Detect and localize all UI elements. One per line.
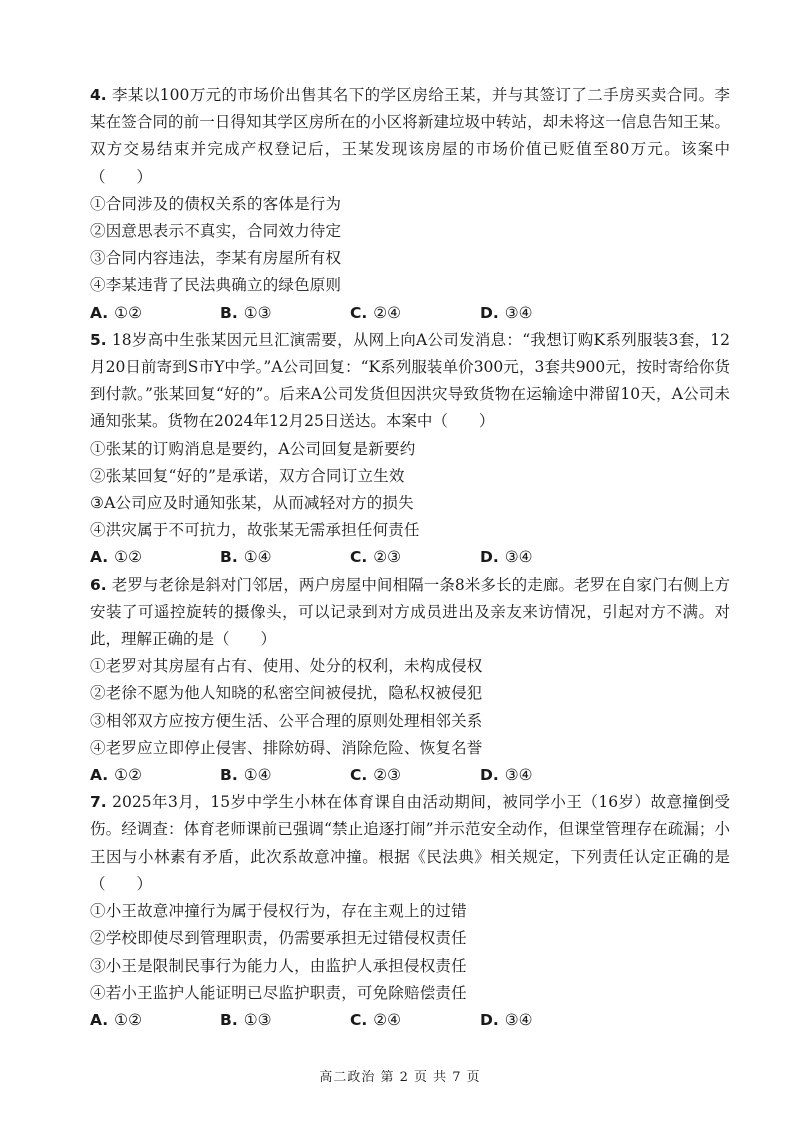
page-footer: 高二政治 第 2 页 共 7 页 (319, 1070, 481, 1085)
answer-choice[interactable] (480, 1007, 610, 1034)
statement-option: ③合同内容违法，李某有房屋所有权 (90, 249, 342, 268)
choice-label: C. (350, 1010, 368, 1029)
choice-label: C. (350, 548, 368, 567)
question-text: 李某以100万元的市场价出售其名下的学区房给王某，并与其签订了二手房买卖合同。李某在签合同的前一日得知其学区房所在的小区将新建垃圾中转站，却未将这一信息告知王某。双方交易结束并完成产权登记后，王某发现该房屋的市场价值已贬值至80万元。该案中（ ） (90, 86, 730, 186)
question-text: 2025年3月，15岁中学生小林在体育课自由活动期间，被同学小王（16岁）故意撞倒受伤。经调查：体育老师课前已强调“禁止追逐打闹”并示范安全动作，但课堂管理存在疏漏；小王因与小林素有矛盾，此次系故意冲撞。根据《民法典》相关规定，下列责任认定正确的是（ ） (90, 793, 730, 893)
choice-text: ①② (114, 303, 142, 322)
question-7 (90, 789, 730, 1034)
choice-text: ①② (114, 548, 142, 567)
choice-text: ③④ (504, 303, 533, 322)
choice-text: ①③ (243, 303, 272, 322)
choice-text: ③④ (504, 548, 533, 567)
question-stem (90, 82, 730, 191)
choice-label: B. (220, 548, 238, 567)
answer-choice[interactable] (350, 1007, 480, 1034)
choice-label: A. (90, 1010, 109, 1029)
choice-label: B. (220, 1010, 238, 1029)
answer-choice[interactable] (350, 300, 480, 327)
question-6 (90, 572, 730, 790)
question-number: 6. (90, 575, 107, 594)
answer-choice[interactable] (480, 300, 610, 327)
answer-choice[interactable] (350, 544, 480, 571)
statement-option: ①张某的订购消息是要约，A公司回复是新要约 (90, 439, 416, 458)
exam-page (90, 82, 730, 1034)
statement-option: ①合同涉及的债权关系的客体是行为 (90, 194, 342, 213)
statement-option: ②老徐不愿为他人知晓的私密空间被侵扰，隐私权被侵犯 (90, 684, 483, 703)
choice-label: D. (480, 766, 499, 785)
choice-label: B. (220, 766, 238, 785)
statement-option: ②张某回复“好的”是承诺，双方合同订立生效 (90, 466, 405, 485)
question-text: 18岁高中生张某因元旦汇演需要，从网上向A公司发消息：“我想订购K系列服装3套，12月20日前寄到S市Y中学。”A公司回复：“K系列服装单价300元，3套共900元，按时寄给你货到付款。”张某回复“好的”。后来A公司发货但因洪灾导致货物在运输途中滞留10天，A公司未通知张某。货物在2024年12月25日送达。本案中（ ） (90, 330, 730, 431)
choice-label: A. (90, 548, 109, 567)
choice-label: D. (480, 548, 499, 567)
answer-choice[interactable] (90, 300, 220, 327)
answer-choice[interactable] (220, 762, 350, 789)
statement-option: ③小王是限制民事行为能力人，由监护人承担侵权责任 (90, 956, 467, 975)
answer-choice[interactable] (220, 1007, 350, 1034)
question-number: 4. (90, 86, 107, 104)
statement-option: ③A公司应及时通知张某，从而减轻对方的损失 (90, 494, 414, 513)
answer-choice[interactable] (480, 762, 610, 789)
answer-choice[interactable] (90, 1007, 220, 1034)
answer-choice[interactable] (220, 300, 350, 327)
statement-option: ④若小王监护人能证明已尽监护职责，可免除赔偿责任 (90, 983, 467, 1002)
choice-text: ①② (114, 766, 142, 785)
choice-text: ②④ (373, 303, 402, 322)
answer-choices (90, 544, 730, 571)
question-stem (90, 327, 730, 436)
choice-text: ②③ (373, 766, 402, 785)
statement-option: ①小王故意冲撞行为属于侵权行为，存在主观上的过错 (90, 902, 467, 921)
choice-text: ①④ (243, 548, 272, 567)
question-number: 7. (90, 793, 107, 812)
choice-label: A. (90, 766, 109, 785)
choice-text: ③④ (504, 1010, 533, 1029)
answer-choices (90, 762, 730, 789)
question-number: 5. (90, 330, 107, 349)
statement-option: ④洪灾属于不可抗力，故张某无需承担任何责任 (90, 521, 420, 540)
choice-text: ①③ (243, 1010, 272, 1029)
answer-choices (90, 1007, 730, 1034)
choice-label: A. (90, 303, 109, 322)
choice-text: ②④ (373, 1010, 402, 1029)
answer-choice[interactable] (90, 762, 220, 789)
question-4 (90, 82, 730, 327)
question-stem (90, 789, 730, 898)
answer-choice[interactable] (90, 544, 220, 571)
choice-label: C. (350, 303, 368, 322)
statement-option: ②因意思表示不真实，合同效力待定 (90, 222, 342, 241)
answer-choice[interactable] (480, 544, 610, 571)
statement-option: ③相邻双方应按方便生活、公平合理的原则处理相邻关系 (90, 711, 483, 730)
answer-choices (90, 300, 730, 327)
question-text: 老罗与老徐是斜对门邻居，两户房屋中间相隔一条8米多长的走廊。老罗在自家门右侧上方安装了可遥控旋转的摄像头，可以记录到对方成员进出及亲友来访情况，引起对方不满。对此，理解正确的是（ ） (90, 575, 730, 649)
question-list (90, 82, 730, 1034)
choice-text: ②③ (373, 548, 402, 567)
choice-label: D. (480, 303, 499, 322)
statement-option: ①老罗对其房屋有占有、使用、处分的权利，未构成侵权 (90, 657, 483, 676)
choice-text: ③④ (504, 766, 533, 785)
choice-text: ①④ (243, 766, 272, 785)
statement-option: ④李某违背了民法典确立的绿色原则 (90, 276, 342, 295)
choice-text: ①② (114, 1010, 142, 1029)
question-stem (90, 572, 730, 654)
statement-option: ④老罗应立即停止侵害、排除妨碍、消除危险、恢复名誉 (90, 738, 483, 757)
choice-label: C. (350, 766, 368, 785)
choice-label: D. (480, 1010, 499, 1029)
answer-choice[interactable] (350, 762, 480, 789)
choice-label: B. (220, 303, 238, 322)
answer-choice[interactable] (220, 544, 350, 571)
question-5 (90, 327, 730, 572)
statement-option: ②学校即使尽到管理职责，仍需要承担无过错侵权责任 (90, 929, 467, 948)
